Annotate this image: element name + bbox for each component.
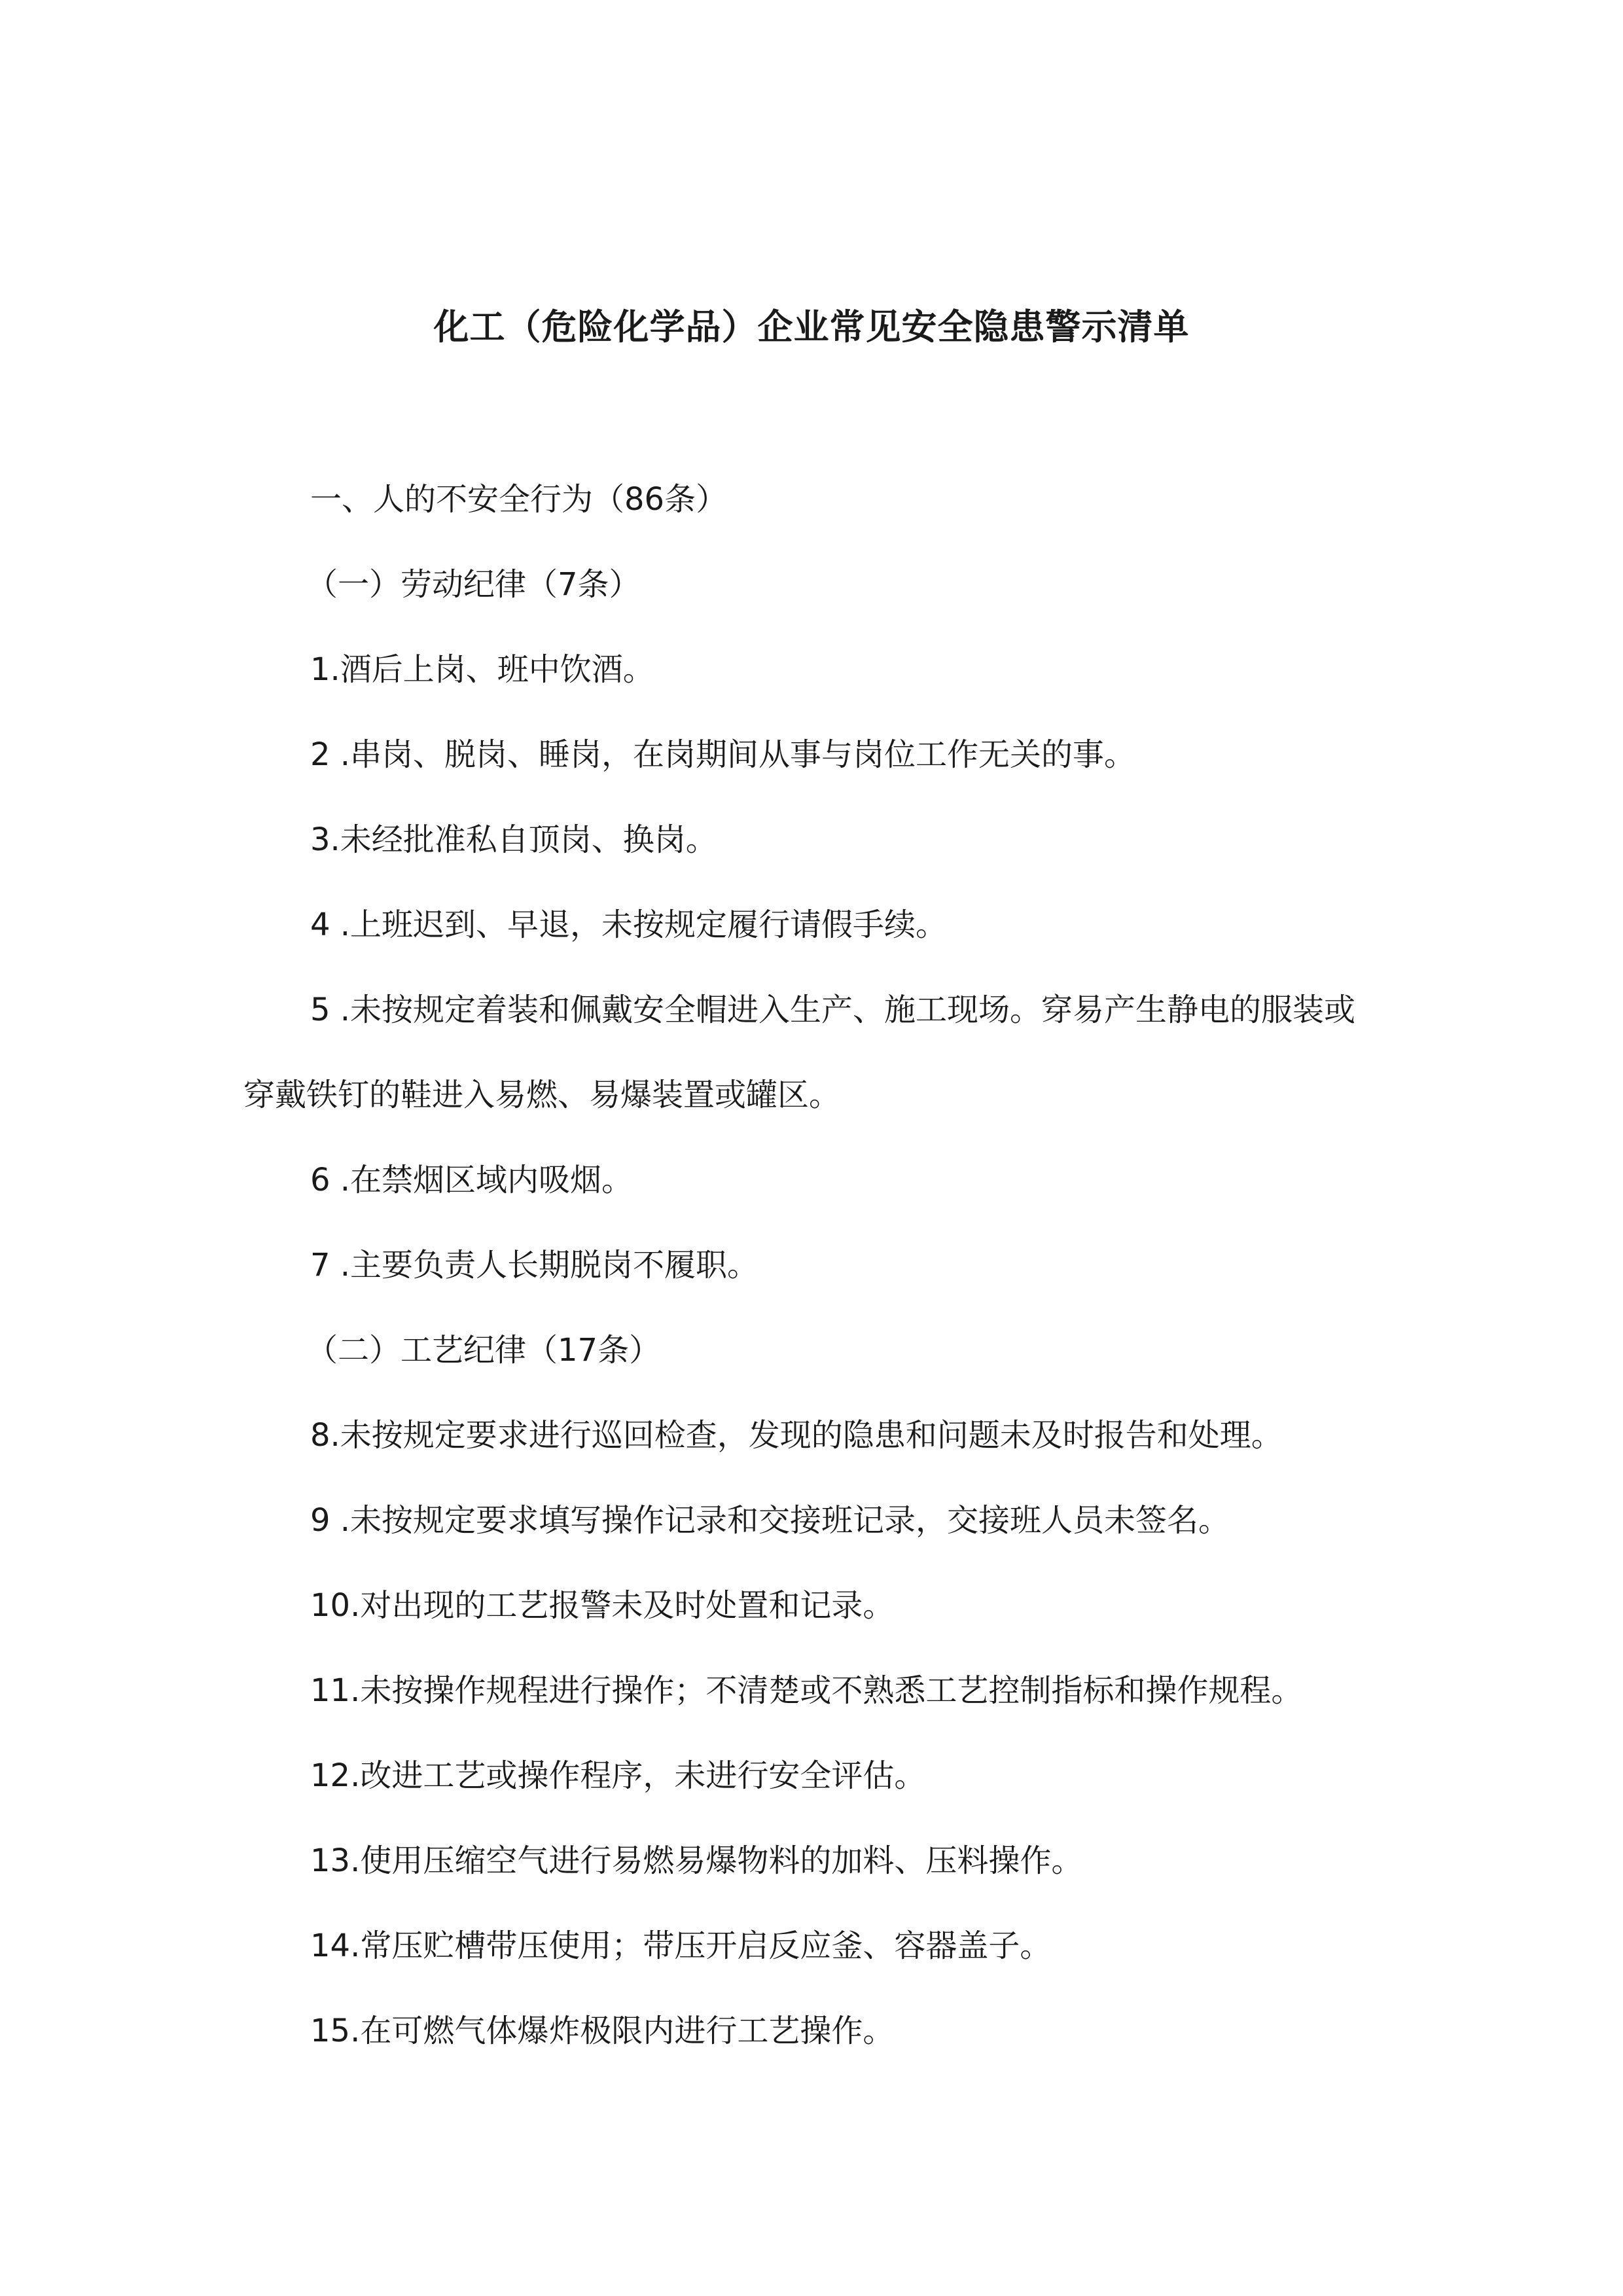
document-title: 化工（危险化学品）企业常见安全隐患警示清单 bbox=[433, 306, 1190, 348]
list-item: 3.未经批准私自顶岗、换岗。 bbox=[310, 821, 717, 858]
list-item: 7 .主要负责人长期脱岗不履职。 bbox=[310, 1247, 759, 1283]
list-item: 12.改进工艺或操作程序，未进行安全评估。 bbox=[310, 1757, 926, 1794]
list-item: 9 .未按规定要求填写操作记录和交接班记录，交接班人员未签名。 bbox=[310, 1502, 1230, 1539]
list-item: 2 .串岗、脱岗、睡岗，在岗期间从事与岗位工作无关的事。 bbox=[310, 736, 1136, 773]
list-item: 6 .在禁烟区域内吸烟。 bbox=[310, 1162, 633, 1198]
subsection-heading-labor-discipline: （一）劳动纪律（7条） bbox=[306, 566, 641, 603]
subsection-heading-process-discipline: （二）工艺纪律（17条） bbox=[306, 1332, 661, 1369]
list-item-continuation: 穿戴铁钉的鞋进入易燃、易爆装置或罐区。 bbox=[243, 1077, 841, 1113]
list-item: 10.对出现的工艺报警未及时处置和记录。 bbox=[310, 1587, 895, 1624]
list-item: 13.使用压缩空气进行易燃易爆物料的加料、压料操作。 bbox=[310, 1842, 1083, 1879]
list-item: 11.未按操作规程进行操作；不清楚或不熟悉工艺控制指标和操作规程。 bbox=[310, 1672, 1303, 1709]
list-item: 14.常压贮槽带压使用；带压开启反应釜、容器盖子。 bbox=[310, 1928, 1052, 1964]
list-item: 15.在可燃气体爆炸极限内进行工艺操作。 bbox=[310, 2013, 895, 2049]
list-item: 8.未按规定要求进行巡回检查，发现的隐患和问题未及时报告和处理。 bbox=[310, 1417, 1283, 1454]
list-item: 4 .上班迟到、早退，未按规定履行请假手续。 bbox=[310, 906, 948, 943]
list-item: 1.酒后上岗、班中饮酒。 bbox=[310, 651, 654, 688]
section-heading: 一、人的不安全行为（86条） bbox=[310, 481, 728, 518]
list-item: 5 .未按规定着装和佩戴安全帽进入生产、施工现场。穿易产生静电的服装或 bbox=[310, 992, 1356, 1028]
